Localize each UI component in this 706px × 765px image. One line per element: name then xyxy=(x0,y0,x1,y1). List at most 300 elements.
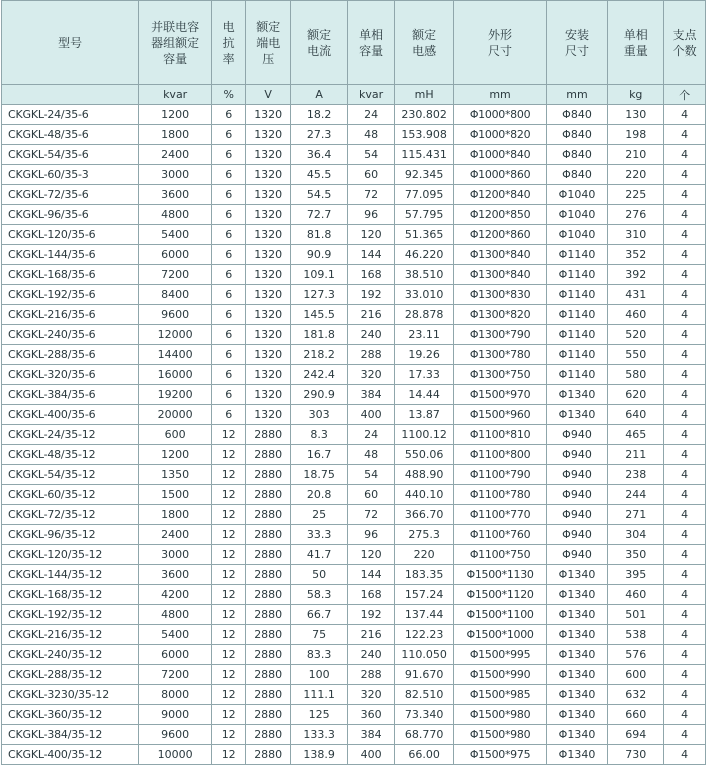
table-cell: 1200 xyxy=(139,445,212,465)
table-cell: Φ1140 xyxy=(546,245,607,265)
table-cell: 4 xyxy=(664,725,706,745)
table-cell: 120 xyxy=(348,225,395,245)
table-row xyxy=(2,645,706,665)
table-cell: 4 xyxy=(664,545,706,565)
table-cell: 220 xyxy=(395,545,454,565)
table-cell: 230.802 xyxy=(395,105,454,125)
table-cell: 3000 xyxy=(139,165,212,185)
table-row xyxy=(2,505,706,525)
table-cell: Φ940 xyxy=(546,505,607,525)
table-cell: 1320 xyxy=(246,225,291,245)
table-cell: Φ1500*970 xyxy=(454,385,547,405)
table-cell: 694 xyxy=(608,725,664,745)
table-cell: 4 xyxy=(664,445,706,465)
table-cell: 6 xyxy=(212,365,246,385)
table-cell: 54.5 xyxy=(291,185,348,205)
header-cell: 额定电感 xyxy=(395,1,454,85)
table-cell: 73.340 xyxy=(395,705,454,725)
table-cell: Φ1300*830 xyxy=(454,285,547,305)
table-cell: Φ1340 xyxy=(546,725,607,745)
table-cell: 4 xyxy=(664,425,706,445)
table-cell: 2880 xyxy=(246,665,291,685)
table-cell: 110.050 xyxy=(395,645,454,665)
table-cell: 48 xyxy=(348,125,395,145)
table-cell: 465 xyxy=(608,425,664,445)
unit-cell: kg xyxy=(608,85,664,105)
table-cell: Φ940 xyxy=(546,545,607,565)
unit-cell: mH xyxy=(395,85,454,105)
table-row xyxy=(2,405,706,425)
table-row xyxy=(2,365,706,385)
table-cell: 350 xyxy=(608,545,664,565)
table-cell: 8.3 xyxy=(291,425,348,445)
table-cell: 81.8 xyxy=(291,225,348,245)
table-cell: 6000 xyxy=(139,245,212,265)
table-cell: 4 xyxy=(664,405,706,425)
table-cell: 58.3 xyxy=(291,585,348,605)
table-cell: 54 xyxy=(348,145,395,165)
unit-cell: V xyxy=(246,85,291,105)
table-cell: 27.3 xyxy=(291,125,348,145)
table-cell: 18.75 xyxy=(291,465,348,485)
header-cell: 电抗率 xyxy=(212,1,246,85)
table-cell: 6 xyxy=(212,305,246,325)
table-cell: Φ1200*840 xyxy=(454,185,547,205)
table-cell: 12 xyxy=(212,685,246,705)
table-cell: Φ1340 xyxy=(546,665,607,685)
model-cell: CKGKL-216/35-6 xyxy=(2,305,139,325)
table-cell: Φ1140 xyxy=(546,285,607,305)
table-cell: 400 xyxy=(348,745,395,765)
model-cell: CKGKL-192/35-12 xyxy=(2,605,139,625)
table-cell: 16.7 xyxy=(291,445,348,465)
model-cell: CKGKL-60/35-12 xyxy=(2,485,139,505)
model-cell: CKGKL-24/35-6 xyxy=(2,105,139,125)
table-cell: 288 xyxy=(348,345,395,365)
model-cell: CKGKL-144/35-6 xyxy=(2,245,139,265)
table-cell: 168 xyxy=(348,265,395,285)
table-cell: 38.510 xyxy=(395,265,454,285)
table-cell: 19200 xyxy=(139,385,212,405)
table-cell: 460 xyxy=(608,585,664,605)
model-cell: CKGKL-216/35-12 xyxy=(2,625,139,645)
table-cell: 1500 xyxy=(139,485,212,505)
model-cell: CKGKL-240/35-12 xyxy=(2,645,139,665)
unit-cell: mm xyxy=(546,85,607,105)
table-cell: 600 xyxy=(608,665,664,685)
table-cell: 72.7 xyxy=(291,205,348,225)
table-cell: 6 xyxy=(212,145,246,165)
table-cell: 632 xyxy=(608,685,664,705)
table-cell: 9600 xyxy=(139,305,212,325)
table-cell: 4 xyxy=(664,485,706,505)
table-cell: 12 xyxy=(212,585,246,605)
table-cell: 395 xyxy=(608,565,664,585)
table-cell: Φ1500*985 xyxy=(454,685,547,705)
table-row xyxy=(2,325,706,345)
table-cell: 6 xyxy=(212,385,246,405)
model-cell: CKGKL-48/35-6 xyxy=(2,125,139,145)
table-cell: Φ940 xyxy=(546,525,607,545)
table-cell: 4 xyxy=(664,105,706,125)
unit-cell: kvar xyxy=(348,85,395,105)
table-cell: 183.35 xyxy=(395,565,454,585)
table-row xyxy=(2,125,706,145)
table-cell: 1320 xyxy=(246,385,291,405)
table-cell: 7200 xyxy=(139,265,212,285)
table-cell: 14400 xyxy=(139,345,212,365)
table-cell: Φ1500*960 xyxy=(454,405,547,425)
table-cell: 72 xyxy=(348,185,395,205)
table-cell: Φ1500*975 xyxy=(454,745,547,765)
table-cell: 6 xyxy=(212,325,246,345)
table-cell: 1320 xyxy=(246,105,291,125)
table-cell: Φ1340 xyxy=(546,645,607,665)
table-cell: 216 xyxy=(348,305,395,325)
table-cell: Φ1340 xyxy=(546,745,607,765)
table-cell: 431 xyxy=(608,285,664,305)
table-cell: 1320 xyxy=(246,365,291,385)
table-cell: 4 xyxy=(664,505,706,525)
table-cell: 50 xyxy=(291,565,348,585)
table-cell: 600 xyxy=(139,425,212,445)
table-cell: 4 xyxy=(664,285,706,305)
table-cell: 144 xyxy=(348,565,395,585)
table-cell: 46.220 xyxy=(395,245,454,265)
table-cell: 12 xyxy=(212,665,246,685)
table-row xyxy=(2,425,706,445)
table-cell: 4 xyxy=(664,645,706,665)
table-cell: 68.770 xyxy=(395,725,454,745)
table-cell: Φ940 xyxy=(546,445,607,465)
table-cell: 127.3 xyxy=(291,285,348,305)
table-cell: 6 xyxy=(212,125,246,145)
table-cell: 5400 xyxy=(139,225,212,245)
table-cell: 8000 xyxy=(139,685,212,705)
table-cell: 320 xyxy=(348,365,395,385)
table-cell: 144 xyxy=(348,245,395,265)
table-cell: 16000 xyxy=(139,365,212,385)
table-cell: 2880 xyxy=(246,445,291,465)
table-cell: Φ1500*1100 xyxy=(454,605,547,625)
table-cell: 6000 xyxy=(139,645,212,665)
table-cell: 12 xyxy=(212,725,246,745)
table-cell: 1320 xyxy=(246,165,291,185)
table-cell: Φ1140 xyxy=(546,265,607,285)
table-cell: 24 xyxy=(348,425,395,445)
table-cell: Φ1500*990 xyxy=(454,665,547,685)
table-cell: 1320 xyxy=(246,265,291,285)
table-cell: 2880 xyxy=(246,705,291,725)
table-cell: Φ1500*980 xyxy=(454,705,547,725)
table-row xyxy=(2,205,706,225)
table-cell: 730 xyxy=(608,745,664,765)
table-cell: 4 xyxy=(664,225,706,245)
table-cell: 3600 xyxy=(139,185,212,205)
table-cell: 41.7 xyxy=(291,545,348,565)
header-cell: 外形尺寸 xyxy=(454,1,547,85)
table-cell: 66.7 xyxy=(291,605,348,625)
table-cell: 288 xyxy=(348,665,395,685)
table-cell: 24 xyxy=(348,105,395,125)
table-cell: 4 xyxy=(664,345,706,365)
model-cell: CKGKL-60/35-3 xyxy=(2,165,139,185)
table-cell: 122.23 xyxy=(395,625,454,645)
table-cell: 33.3 xyxy=(291,525,348,545)
table-cell: Φ1500*995 xyxy=(454,645,547,665)
table-cell: 238 xyxy=(608,465,664,485)
unit-cell xyxy=(2,85,139,105)
model-cell: CKGKL-120/35-12 xyxy=(2,545,139,565)
table-row xyxy=(2,305,706,325)
table-cell: 550.06 xyxy=(395,445,454,465)
table-cell: 1320 xyxy=(246,285,291,305)
header-cell: 支点个数 xyxy=(664,1,706,85)
table-cell: 2880 xyxy=(246,425,291,445)
table-cell: Φ1100*770 xyxy=(454,505,547,525)
table-row xyxy=(2,685,706,705)
table-cell: 6 xyxy=(212,205,246,225)
table-cell: 125 xyxy=(291,705,348,725)
table-cell: 25 xyxy=(291,505,348,525)
table-cell: 6 xyxy=(212,185,246,205)
table-cell: 6 xyxy=(212,245,246,265)
table-cell: 550 xyxy=(608,345,664,365)
table-cell: 303 xyxy=(291,405,348,425)
table-cell: 6 xyxy=(212,265,246,285)
model-cell: CKGKL-168/35-6 xyxy=(2,265,139,285)
table-cell: 275.3 xyxy=(395,525,454,545)
table-row xyxy=(2,725,706,745)
table-cell: Φ1000*800 xyxy=(454,105,547,125)
table-row xyxy=(2,525,706,545)
table-cell: 4 xyxy=(664,125,706,145)
table-cell: 1320 xyxy=(246,245,291,265)
table-cell: Φ1040 xyxy=(546,225,607,245)
table-cell: 4 xyxy=(664,185,706,205)
table-cell: 360 xyxy=(348,705,395,725)
table-cell: 6 xyxy=(212,165,246,185)
table-cell: Φ1140 xyxy=(546,365,607,385)
table-cell: 1320 xyxy=(246,185,291,205)
table-cell: 60 xyxy=(348,165,395,185)
header-cell: 型号 xyxy=(2,1,139,85)
table-cell: 6 xyxy=(212,345,246,365)
table-cell: Φ1500*980 xyxy=(454,725,547,745)
model-cell: CKGKL-400/35-12 xyxy=(2,745,139,765)
model-cell: CKGKL-96/35-12 xyxy=(2,525,139,545)
table-cell: 120 xyxy=(348,545,395,565)
table-cell: 2880 xyxy=(246,465,291,485)
table-cell: 4800 xyxy=(139,205,212,225)
table-cell: 72 xyxy=(348,505,395,525)
table-cell: 9600 xyxy=(139,725,212,745)
table-cell: 8400 xyxy=(139,285,212,305)
table-cell: 4200 xyxy=(139,585,212,605)
table-cell: 2880 xyxy=(246,585,291,605)
table-cell: Φ1340 xyxy=(546,385,607,405)
table-cell: 12 xyxy=(212,565,246,585)
table-cell: Φ940 xyxy=(546,465,607,485)
table-row xyxy=(2,265,706,285)
table-cell: 3000 xyxy=(139,545,212,565)
table-cell: 220 xyxy=(608,165,664,185)
table-cell: Φ1000*860 xyxy=(454,165,547,185)
table-cell: Φ1100*790 xyxy=(454,465,547,485)
table-cell: Φ1300*780 xyxy=(454,345,547,365)
table-cell: 91.670 xyxy=(395,665,454,685)
table-cell: Φ1200*850 xyxy=(454,205,547,225)
table-cell: 660 xyxy=(608,705,664,725)
table-cell: Φ1340 xyxy=(546,625,607,645)
table-cell: 4 xyxy=(664,625,706,645)
table-cell: 54 xyxy=(348,465,395,485)
table-cell: 12 xyxy=(212,745,246,765)
table-cell: 2400 xyxy=(139,525,212,545)
table-cell: 75 xyxy=(291,625,348,645)
unit-cell: 个 xyxy=(664,85,706,105)
table-cell: 216 xyxy=(348,625,395,645)
table-cell: Φ1140 xyxy=(546,345,607,365)
table-cell: 2880 xyxy=(246,545,291,565)
table-cell: Φ1140 xyxy=(546,305,607,325)
table-cell: 392 xyxy=(608,265,664,285)
table-cell: 1800 xyxy=(139,505,212,525)
table-cell: 23.11 xyxy=(395,325,454,345)
table-cell: 1200 xyxy=(139,105,212,125)
table-cell: Φ940 xyxy=(546,485,607,505)
table-cell: 310 xyxy=(608,225,664,245)
table-row xyxy=(2,385,706,405)
table-cell: Φ1340 xyxy=(546,705,607,725)
header-cell: 单相容量 xyxy=(348,1,395,85)
table-row xyxy=(2,145,706,165)
table-cell: 1100.12 xyxy=(395,425,454,445)
header-cell: 单相重量 xyxy=(608,1,664,85)
table-cell: Φ1340 xyxy=(546,685,607,705)
model-cell: CKGKL-72/35-12 xyxy=(2,505,139,525)
table-cell: 109.1 xyxy=(291,265,348,285)
table-cell: 4 xyxy=(664,205,706,225)
table-cell: 352 xyxy=(608,245,664,265)
table-cell: 2880 xyxy=(246,565,291,585)
table-cell: 83.3 xyxy=(291,645,348,665)
table-cell: 1320 xyxy=(246,125,291,145)
table-cell: 48 xyxy=(348,445,395,465)
table-cell: 12 xyxy=(212,645,246,665)
table-cell: Φ1040 xyxy=(546,205,607,225)
table-cell: Φ1100*800 xyxy=(454,445,547,465)
table-cell: 4 xyxy=(664,245,706,265)
table-cell: 4 xyxy=(664,565,706,585)
table-cell: 4800 xyxy=(139,605,212,625)
table-cell: Φ1100*760 xyxy=(454,525,547,545)
table-cell: 14.44 xyxy=(395,385,454,405)
table-cell: 1800 xyxy=(139,125,212,145)
table-row xyxy=(2,445,706,465)
table-cell: Φ1140 xyxy=(546,325,607,345)
table-cell: 4 xyxy=(664,465,706,485)
table-cell: 115.431 xyxy=(395,145,454,165)
table-cell: 12000 xyxy=(139,325,212,345)
table-cell: Φ1500*1000 xyxy=(454,625,547,645)
table-cell: Φ1300*840 xyxy=(454,245,547,265)
table-cell: 6 xyxy=(212,405,246,425)
model-cell: CKGKL-96/35-6 xyxy=(2,205,139,225)
table-cell: 138.9 xyxy=(291,745,348,765)
table-cell: 57.795 xyxy=(395,205,454,225)
table-cell: 2880 xyxy=(246,725,291,745)
table-cell: 1350 xyxy=(139,465,212,485)
table-cell: 17.33 xyxy=(395,365,454,385)
table-cell: 488.90 xyxy=(395,465,454,485)
model-cell: CKGKL-3230/35-12 xyxy=(2,685,139,705)
table-cell: 4 xyxy=(664,305,706,325)
table-cell: 538 xyxy=(608,625,664,645)
table-cell: 66.00 xyxy=(395,745,454,765)
table-cell: 7200 xyxy=(139,665,212,685)
table-cell: 576 xyxy=(608,645,664,665)
table-cell: Φ1000*820 xyxy=(454,125,547,145)
table-cell: 192 xyxy=(348,285,395,305)
table-cell: 168 xyxy=(348,585,395,605)
table-cell: 2400 xyxy=(139,145,212,165)
table-cell: 2880 xyxy=(246,685,291,705)
table-cell: 6 xyxy=(212,105,246,125)
header-cell: 安装尺寸 xyxy=(546,1,607,85)
table-cell: Φ1300*790 xyxy=(454,325,547,345)
table-cell: 4 xyxy=(664,325,706,345)
table-cell: 9000 xyxy=(139,705,212,725)
table-cell: 304 xyxy=(608,525,664,545)
table-cell: 218.2 xyxy=(291,345,348,365)
table-cell: 96 xyxy=(348,205,395,225)
model-cell: CKGKL-144/35-12 xyxy=(2,565,139,585)
table-cell: 13.87 xyxy=(395,405,454,425)
table-cell: 4 xyxy=(664,165,706,185)
table-cell: 36.4 xyxy=(291,145,348,165)
table-row xyxy=(2,745,706,765)
model-cell: CKGKL-360/35-12 xyxy=(2,705,139,725)
table-cell: 4 xyxy=(664,585,706,605)
header-row xyxy=(2,1,706,85)
table-cell: 384 xyxy=(348,385,395,405)
table-cell: 96 xyxy=(348,525,395,545)
table-cell: 12 xyxy=(212,485,246,505)
table-row xyxy=(2,245,706,265)
table-cell: 3600 xyxy=(139,565,212,585)
table-cell: 320 xyxy=(348,685,395,705)
table-cell: 145.5 xyxy=(291,305,348,325)
table-cell: 12 xyxy=(212,425,246,445)
table-cell: 240 xyxy=(348,645,395,665)
table-cell: 133.3 xyxy=(291,725,348,745)
table-cell: 198 xyxy=(608,125,664,145)
table-cell: 4 xyxy=(664,745,706,765)
table-row xyxy=(2,105,706,125)
table-cell: 4 xyxy=(664,525,706,545)
table-cell: 1320 xyxy=(246,205,291,225)
table-cell: 153.908 xyxy=(395,125,454,145)
table-cell: Φ1340 xyxy=(546,605,607,625)
table-cell: Φ1200*860 xyxy=(454,225,547,245)
table-cell: 100 xyxy=(291,665,348,685)
table-cell: 12 xyxy=(212,445,246,465)
table-row xyxy=(2,585,706,605)
model-cell: CKGKL-288/35-6 xyxy=(2,345,139,365)
table-cell: Φ1300*750 xyxy=(454,365,547,385)
table-cell: Φ1300*840 xyxy=(454,265,547,285)
